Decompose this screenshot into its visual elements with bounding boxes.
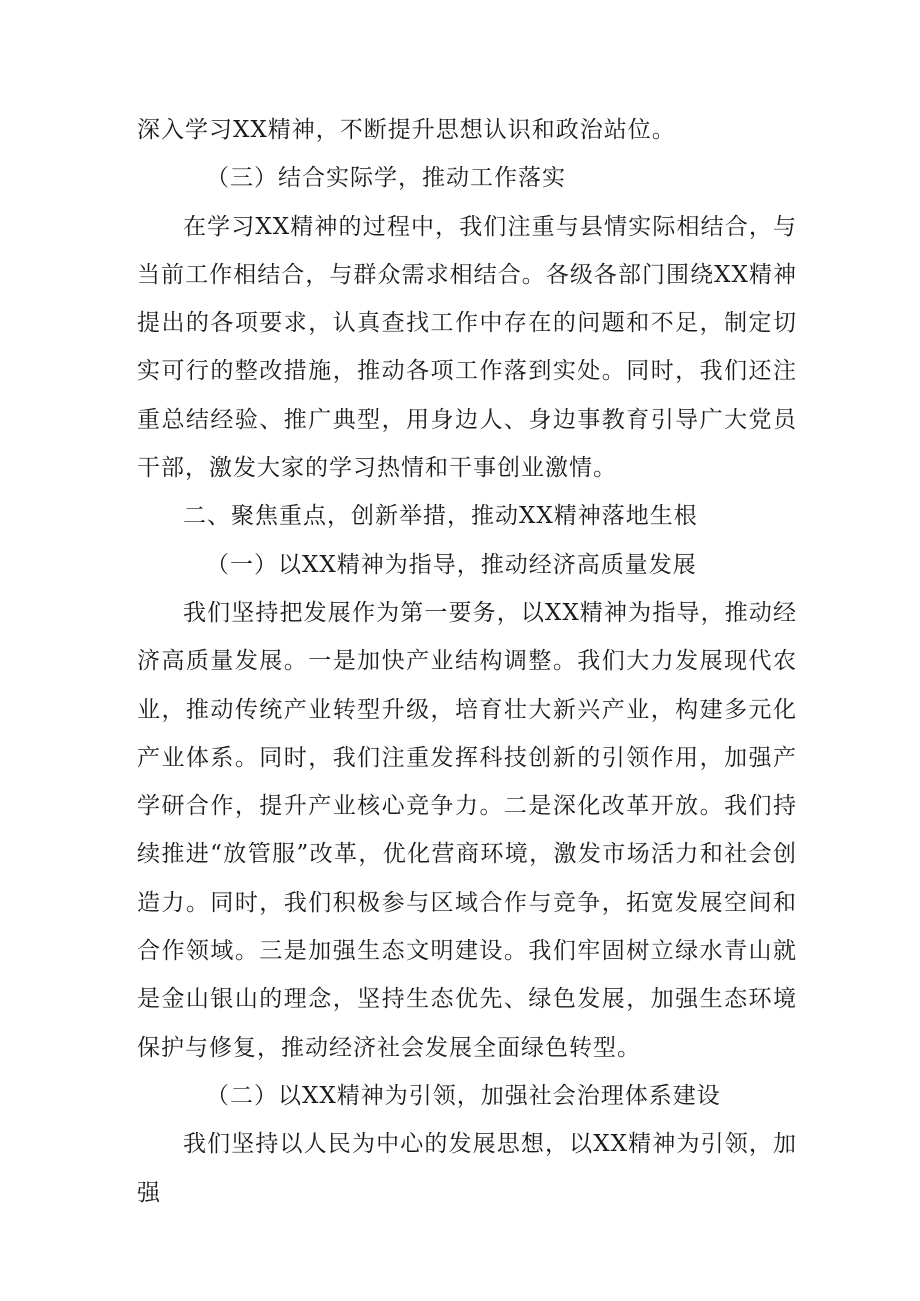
paragraph-study-practice: 在学习XX精神的过程中，我们注重与县情实际相结合，与当前工作相结合，与群众需求相结合。各级各部门围绕XX精神提出的各项要求，认真查找工作中存在的问题和不足，制定切实可行的整改措施，推动各项工作落到实处。同时，我们还注重总结经验、推广典型，用身边人、身边事教育引导广大党员干部，激发大家的学习热情和干事创业激情。 [137, 213, 797, 482]
section-heading-2: 二、聚焦重点，创新举措，推动XX精神落地生根 [183, 503, 698, 530]
section-subheading-3: （三）结合实际学，推动工作落实 [206, 165, 566, 192]
paragraph-continuation: 深入学习XX精神，不断提升思想认识和政治站位。 [137, 117, 676, 143]
document-body [137, 106, 797, 1217]
paragraph-social-governance: 我们坚持以人民为中心的发展思想，以XX精神为引领，加强 [137, 1131, 797, 1206]
paragraph-economic-development: 我们坚持把发展作为第一要务，以XX精神为指导，推动经济高质量发展。一是加快产业结构调整。我们大力发展现代农业，推动传统产业转型升级，培育壮大新兴产业，构建多元化产业体系。同时，我们注重发挥科技创新的引领作用，加强产学研合作，提升产业核心竞争力。二是深化改革开放。我们持续推进“放管服”改革，优化营商环境，激发市场活力和社会创造力。同时，我们积极参与区域合作与竞争，拓宽发展空间和合作领域。三是加强生态文明建设。我们牢固树立绿水青山就是金山银山的理念，坚持生态优先、绿色发展，加强生态环境保护与修复，推动经济社会发展全面绿色转型。 [137, 599, 797, 1061]
section-subheading-1: （一）以XX精神为指导，推动经济高质量发展 [206, 551, 697, 578]
section-subheading-2: （二）以XX精神为引领，加强社会治理体系建设 [206, 1082, 721, 1109]
